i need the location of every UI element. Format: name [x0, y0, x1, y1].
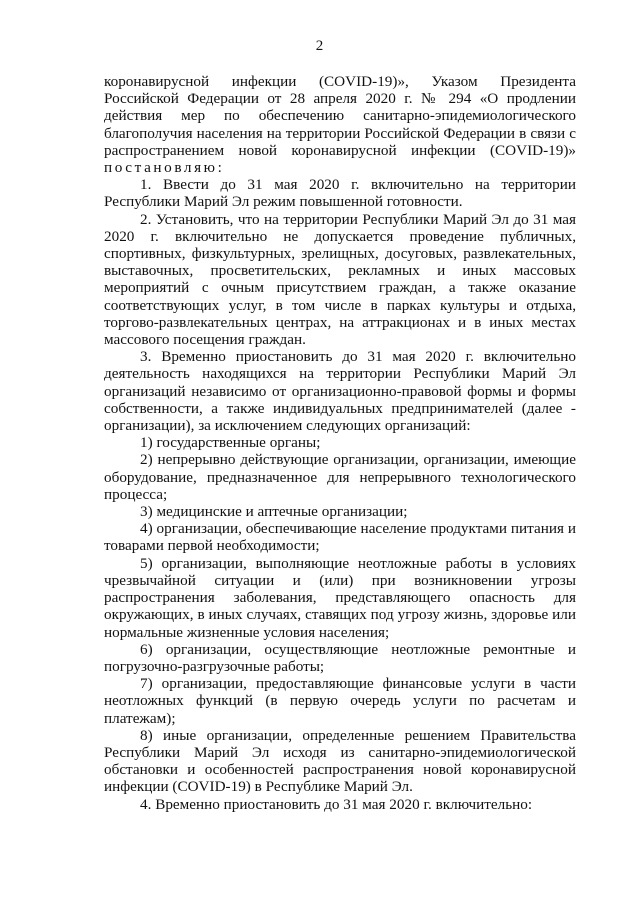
preamble-text: коронавирусной инфекции (COVID-19)», Указом Президента Российской Федерации от 28 апреля 2020 г. № 294 «О продлении действия мер по обеспечению санитарно-эпидемиологического благополучия населения на территории Российской Федерации в связи с распространением новой коронавирусной инфекции (COVID-19)»: [104, 73, 576, 159]
subclause-3-4: 4) организации, обеспечивающие население продуктами питания и товарами первой необходимости;: [104, 520, 576, 555]
subclause-3-3: 3) медицинские и аптечные организации;: [140, 503, 408, 521]
preamble-paragraph: [104, 73, 576, 176]
clause-3: 3. Временно приостановить до 31 мая 2020 г. включительно деятельность находящихся на территории Республики Марий Эл организаций независимо от организационно-правовой формы и формы собственности, а также индивидуальных предпринимателей (далее - организации), за исключением следующих организаций:: [104, 348, 576, 435]
subclause-3-1: 1) государственные органы;: [140, 434, 321, 452]
subclause-3-8: 8) иные организации, определенные решением Правительства Республики Марий Эл исходя из санитарно-эпидемиологической обстановки и особенностей распространения новой коронавирусной инфекции (COVID-19) в Республике Марий Эл.: [104, 726, 576, 796]
subclause-3-6: 6) организации, осуществляющие неотложные ремонтные и погрузочно-разгрузочные работы;: [104, 640, 576, 675]
preamble-end: :: [217, 159, 222, 177]
subclause-3-2: 2) непрерывно действующие организации, организации, имеющие оборудование, предназначенное для непрерывного технологического процесса;: [104, 451, 576, 503]
clause-1: 1. Ввести до 31 мая 2020 г. включительно на территории Республики Марий Эл режим повышенной готовности.: [104, 176, 576, 211]
page-number: 2: [315, 38, 324, 54]
subclause-3-7: 7) организации, предоставляющие финансовые услуги в части неотложных функций (в первую очередь услуги по расчетам и платежам);: [104, 675, 576, 727]
clause-4: 4. Временно приостановить до 31 мая 2020 г. включительно:: [140, 795, 533, 813]
document-body: [104, 73, 576, 813]
clause-2: 2. Установить, что на территории Республики Марий Эл до 31 мая 2020 г. включительно не допускается проведение публичных, спортивных, физкультурных, зрелищных, досуговых, развлекательных, выставочных, просветительских, рекламных и иных массовых мероприятий с очным присутствием граждан, а также оказание соответствующих услуг, в том числе в парках культуры и отдыха, торгово-развлекательных центрах, на аттракционах и в иных местах массового посещения граждан.: [104, 210, 576, 349]
resolution-keyword: постановляю: [104, 159, 218, 177]
subclause-3-5: 5) организации, выполняющие неотложные работы в условиях чрезвычайной ситуации и (или) при возникновении угрозы распространения заболевания, представляющего опасность для окружающих, в иных случаях, ставящих под угрозу жизнь, здоровье или нормальные жизненные условия населения;: [104, 554, 576, 641]
